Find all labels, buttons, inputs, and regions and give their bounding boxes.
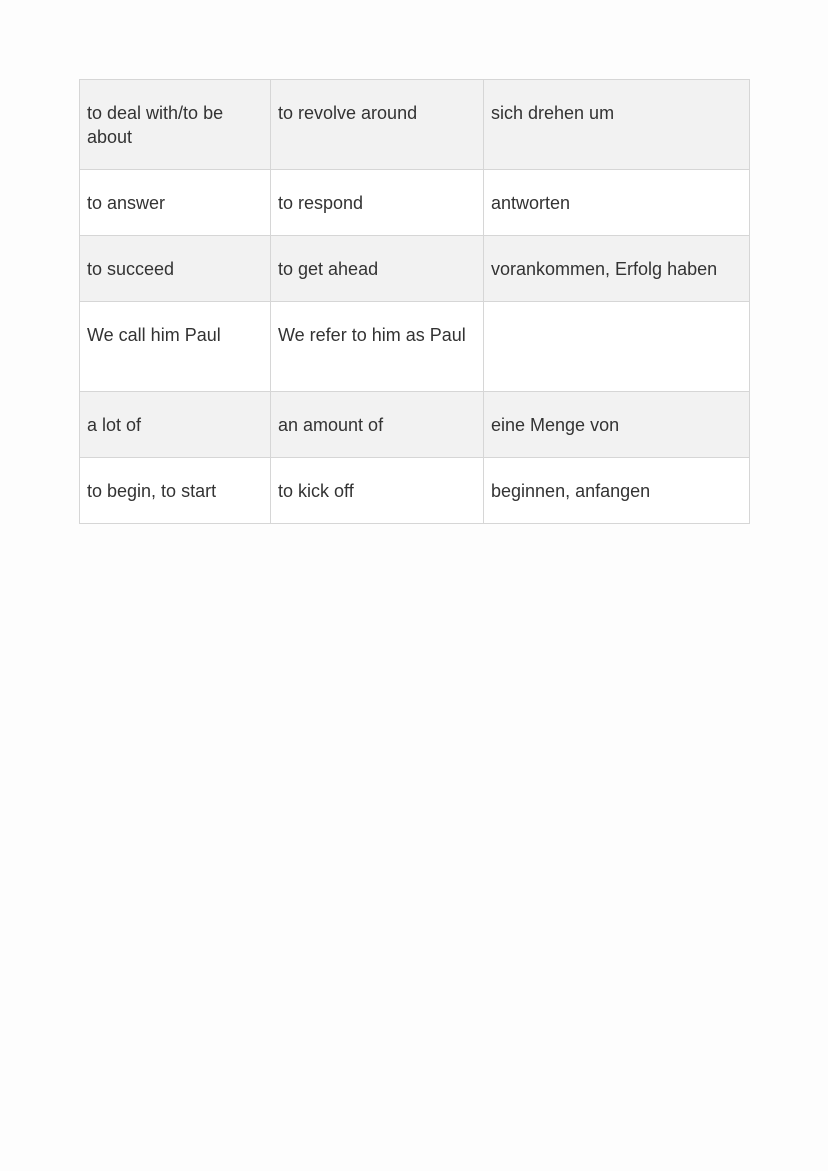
table-cell-german: vorankommen, Erfolg haben <box>484 236 750 302</box>
table-cell-english: We call him Paul <box>80 302 271 392</box>
table-cell-english: to succeed <box>80 236 271 302</box>
table-row <box>80 170 750 236</box>
table-cell-german: eine Menge von <box>484 392 750 458</box>
table-cell-english: a lot of <box>80 392 271 458</box>
table-cell-synonym: to respond <box>271 170 484 236</box>
table-cell-synonym: to kick off <box>271 458 484 524</box>
table-cell-english: to deal with/to be about <box>80 80 271 170</box>
table-cell-synonym: to revolve around <box>271 80 484 170</box>
table-cell-german: sich drehen um <box>484 80 750 170</box>
table-cell-synonym: an amount of <box>271 392 484 458</box>
table-row <box>80 458 750 524</box>
table-cell-synonym: to get ahead <box>271 236 484 302</box>
table-row <box>80 80 750 170</box>
vocabulary-table <box>79 79 750 524</box>
table-cell-english: to begin, to start <box>80 458 271 524</box>
table-cell-german: beginnen, anfangen <box>484 458 750 524</box>
table-cell-german: antworten <box>484 170 750 236</box>
table-row <box>80 392 750 458</box>
table-row <box>80 236 750 302</box>
table-row <box>80 302 750 392</box>
table-cell-synonym: We refer to him as Paul <box>271 302 484 392</box>
table-cell-german <box>484 302 750 392</box>
table-cell-english: to answer <box>80 170 271 236</box>
